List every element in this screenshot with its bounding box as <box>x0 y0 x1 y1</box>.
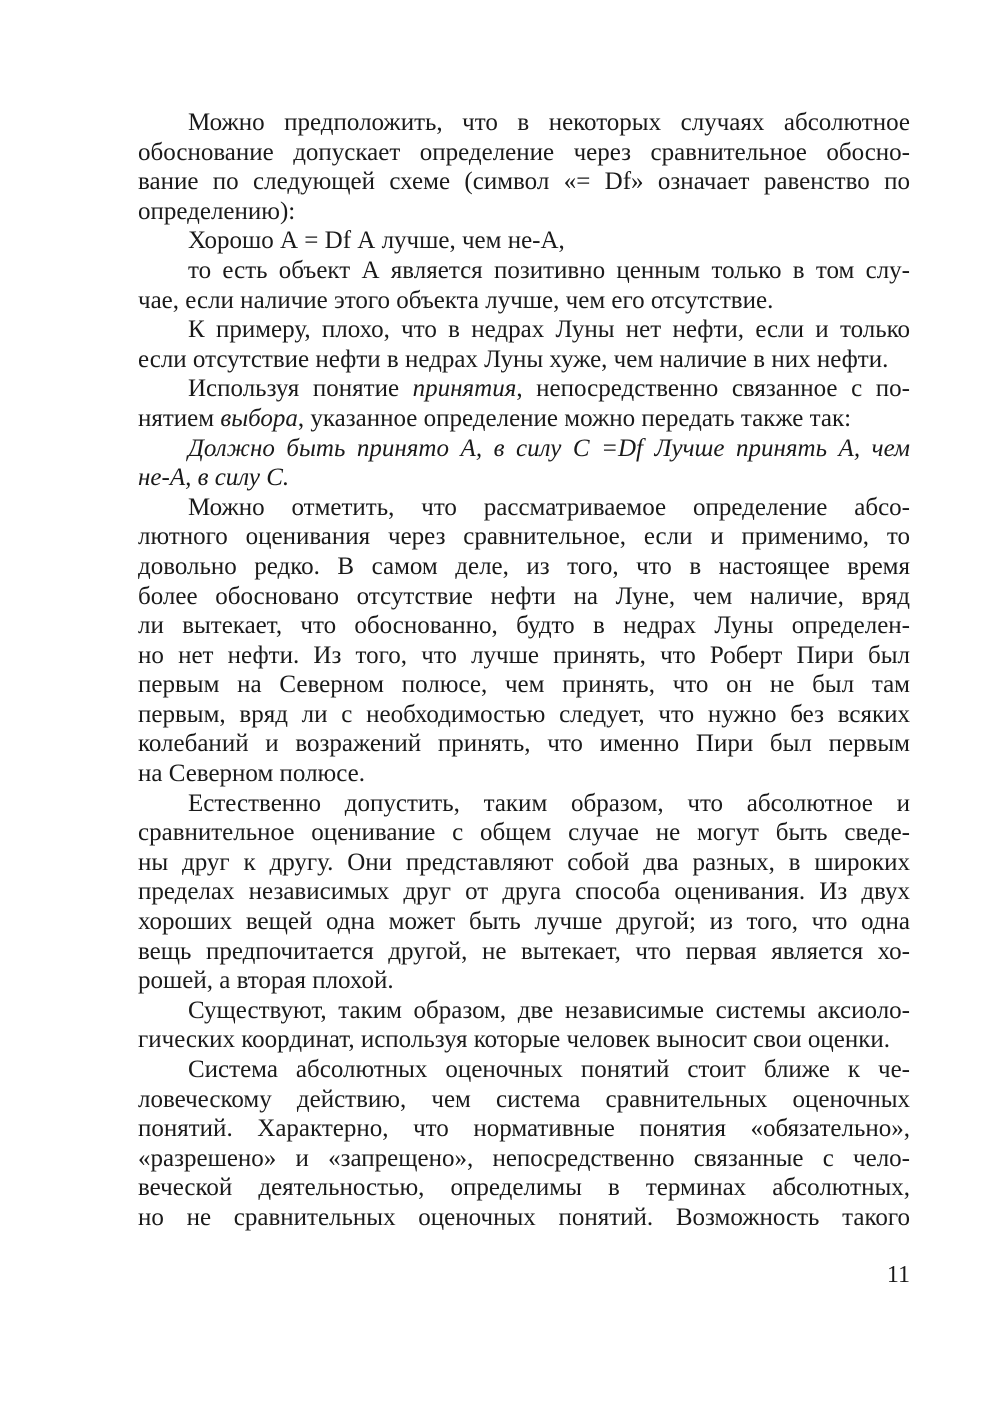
text-line: обоснование допускает определение через сравнительное обосно- <box>138 138 910 166</box>
text-line: понятий. Характерно, что нормативные понятия «обязательно», <box>138 1115 910 1143</box>
text-line: Система абсолютных оценочных понятий стоит ближе к че- <box>188 1056 910 1083</box>
italic-definition-line: не-А, в силу С. <box>138 464 290 492</box>
text-line: «разрешено» и «запрещено», непосредственно связанные с чело- <box>138 1144 910 1172</box>
text-line: ли вытекает, что обоснованно, будто в недрах Луны определен- <box>138 612 910 640</box>
text-line: первым на Северном полюсе, чем принять, что он не был там <box>138 671 910 699</box>
text-span: , указанное определение можно передать также так: <box>297 404 852 432</box>
text-line: ловеческому действию, чем система сравнительных оценочных <box>138 1085 910 1113</box>
text-line: вещь предпочитается другой, не вытекает, что первая является хо- <box>138 937 910 965</box>
text-line: определению): <box>138 197 296 225</box>
text-line: сравнительное оценивание с общем случае не могут быть сведе- <box>138 819 910 847</box>
text-line: веческой деятельностью, определимы в терминах абсолютных, <box>138 1174 910 1202</box>
text-line: хороших вещей одна может быть лучше другой; из того, что одна <box>138 908 910 936</box>
emphasis-term: принятия <box>412 375 517 403</box>
text-line: но не сравнительных оценочных понятий. Возможность такого <box>138 1203 910 1231</box>
text-span: , непосредственно связанное с по- <box>516 375 910 403</box>
italic-definition-line: Должно быть принято А, в силу С =Df Лучше принять А, чем <box>188 434 910 462</box>
text-line: ны друг к другу. Они представляют собой два разных, в широких <box>138 848 910 876</box>
text-line: пределах независимых друг от друга способа оценивания. Из двух <box>138 878 910 906</box>
text-line: лютного оценивания через сравнительное, если и применимо, то <box>138 523 910 551</box>
text-line: Можно отметить, что рассматриваемое определение абсо- <box>188 493 910 521</box>
text-span: нятием <box>138 404 221 432</box>
text-line <box>138 374 910 404</box>
emphasis-term: выбора <box>220 404 298 432</box>
document-body <box>138 108 910 1233</box>
text-line: вание по следующей схеме (символ «= Df» означает равенство по <box>138 168 910 196</box>
text-line: но нет нефти. Из того, что лучше принять, что Роберт Пири был <box>138 641 910 669</box>
text-line: Естественно допустить, таким образом, что абсолютное и <box>188 789 910 817</box>
text-line: рошей, а вторая плохой. <box>138 967 394 995</box>
formula-line: Хорошо А = Df А лучше, чем не-А, <box>188 227 565 255</box>
page-number: 11 <box>886 1262 910 1288</box>
text-line: если отсутствие нефти в недрах Луны хуже, чем наличие в них нефти. <box>138 345 889 373</box>
text-span: Используя понятие <box>188 375 413 403</box>
text-line: К примеру, плохо, что в недрах Луны нет нефти, если и только <box>188 316 910 344</box>
text-line: то есть объект А является позитивно ценным только в том слу- <box>188 256 910 284</box>
text-line: довольно редко. В самом деле, из того, что в настоящее время <box>138 552 910 580</box>
text-line: на Северном полюсе. <box>138 760 365 788</box>
text-line <box>138 404 910 434</box>
text-line: Существуют, таким образом, две независимые системы аксиоло- <box>188 996 910 1024</box>
text-line: первым, вряд ли с необходимостью следует, что нужно без всяких <box>138 700 910 728</box>
text-line: чае, если наличие этого объекта лучше, чем его отсутствие. <box>138 286 774 314</box>
text-line: гических координат, используя которые человек выносит свои оценки. <box>138 1026 891 1054</box>
text-line: Можно предположить, что в некоторых случаях абсолютное <box>188 109 910 136</box>
text-line: более обосновано отсутствие нефти на Луне, чем наличие, вряд <box>138 582 910 610</box>
text-line: колебаний и возражений принять, что именно Пири был первым <box>138 730 910 758</box>
